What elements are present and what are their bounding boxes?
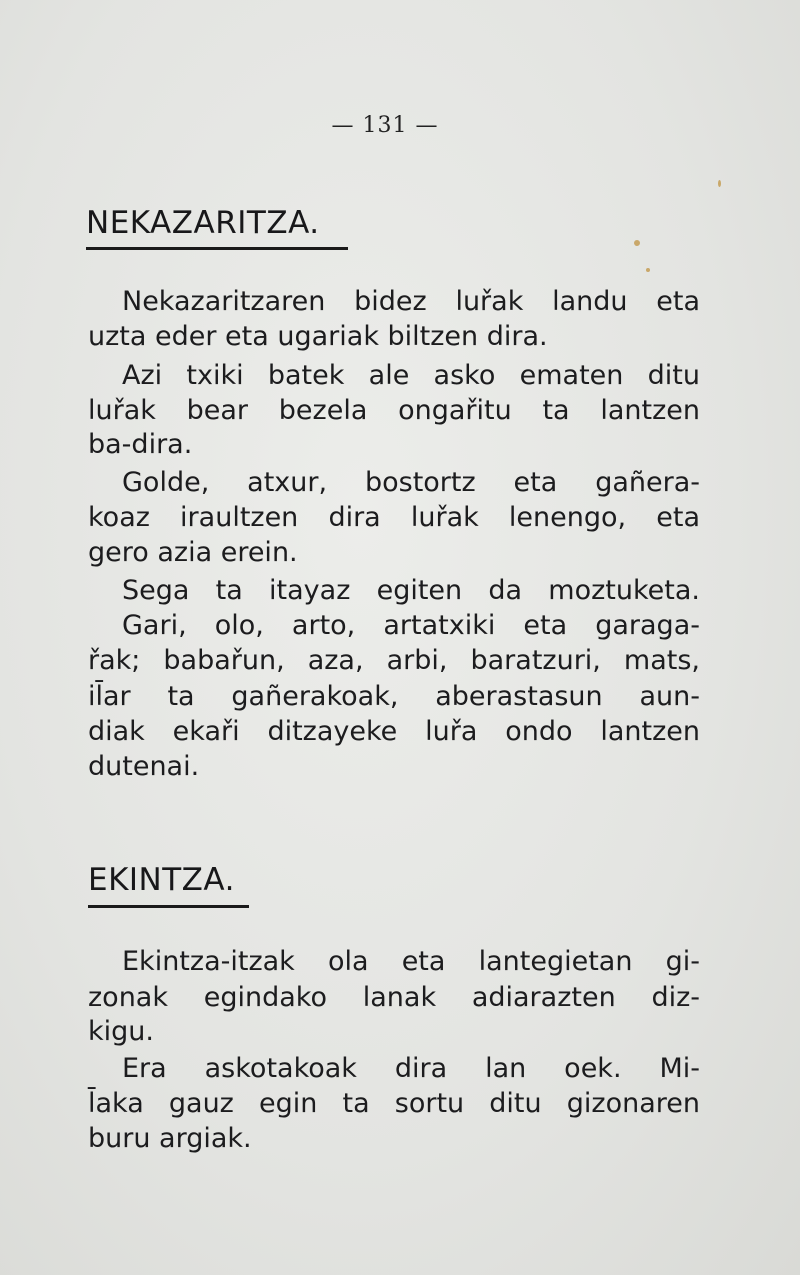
text-line: kigu. <box>88 1016 154 1047</box>
text-line: Golde, atxur, bostortz eta gañera- <box>122 467 700 498</box>
section-title-nekazaritza: NEKAZARITZA. <box>86 205 320 241</box>
section-title-ekintza: EKINTZA. <box>88 862 235 898</box>
text-line: řak; babařun, aza, arbi, baratzuri, mats, <box>88 645 700 676</box>
text-line: diak ekaři ditzayeke luřa ondo lantzen <box>88 716 700 747</box>
text-line: koaz iraultzen dira luřak lenengo, eta <box>88 502 700 533</box>
text-line: Era askotakoak dira lan oek. Mi- <box>122 1053 700 1084</box>
text-line: zonak egindako lanak adiarazten diz- <box>88 982 700 1013</box>
text-line: l̄aka gauz egin ta sortu ditu gizonaren <box>88 1088 700 1119</box>
text-line: gero azia erein. <box>88 537 298 568</box>
title-underline <box>88 905 249 908</box>
paper-speck <box>634 240 640 246</box>
text-line: ba-dira. <box>88 429 193 460</box>
title-underline <box>86 247 348 250</box>
text-line: dutenai. <box>88 751 200 782</box>
text-line: il̄ar ta gañerakoak, aberastasun aun- <box>88 681 700 712</box>
paper-speck <box>646 268 650 272</box>
page-number: — 131 — <box>331 113 439 138</box>
text-line: buru argiak. <box>88 1123 252 1154</box>
text-line: Azi txiki batek ale asko ematen ditu <box>122 360 700 391</box>
text-line: luřak bear bezela ongařitu ta lantzen <box>88 395 700 426</box>
text-line: Gari, olo, arto, artatxiki eta garaga- <box>122 610 700 641</box>
paper-speck <box>718 180 721 187</box>
text-line: uzta eder eta ugariak biltzen dira. <box>88 321 548 352</box>
text-line: Ekintza-itzak ola eta lantegietan gi- <box>122 946 700 977</box>
text-line: Nekazaritzaren bidez luřak landu eta <box>122 286 700 317</box>
text-line: Sega ta itayaz egiten da moztuketa. <box>122 575 700 606</box>
